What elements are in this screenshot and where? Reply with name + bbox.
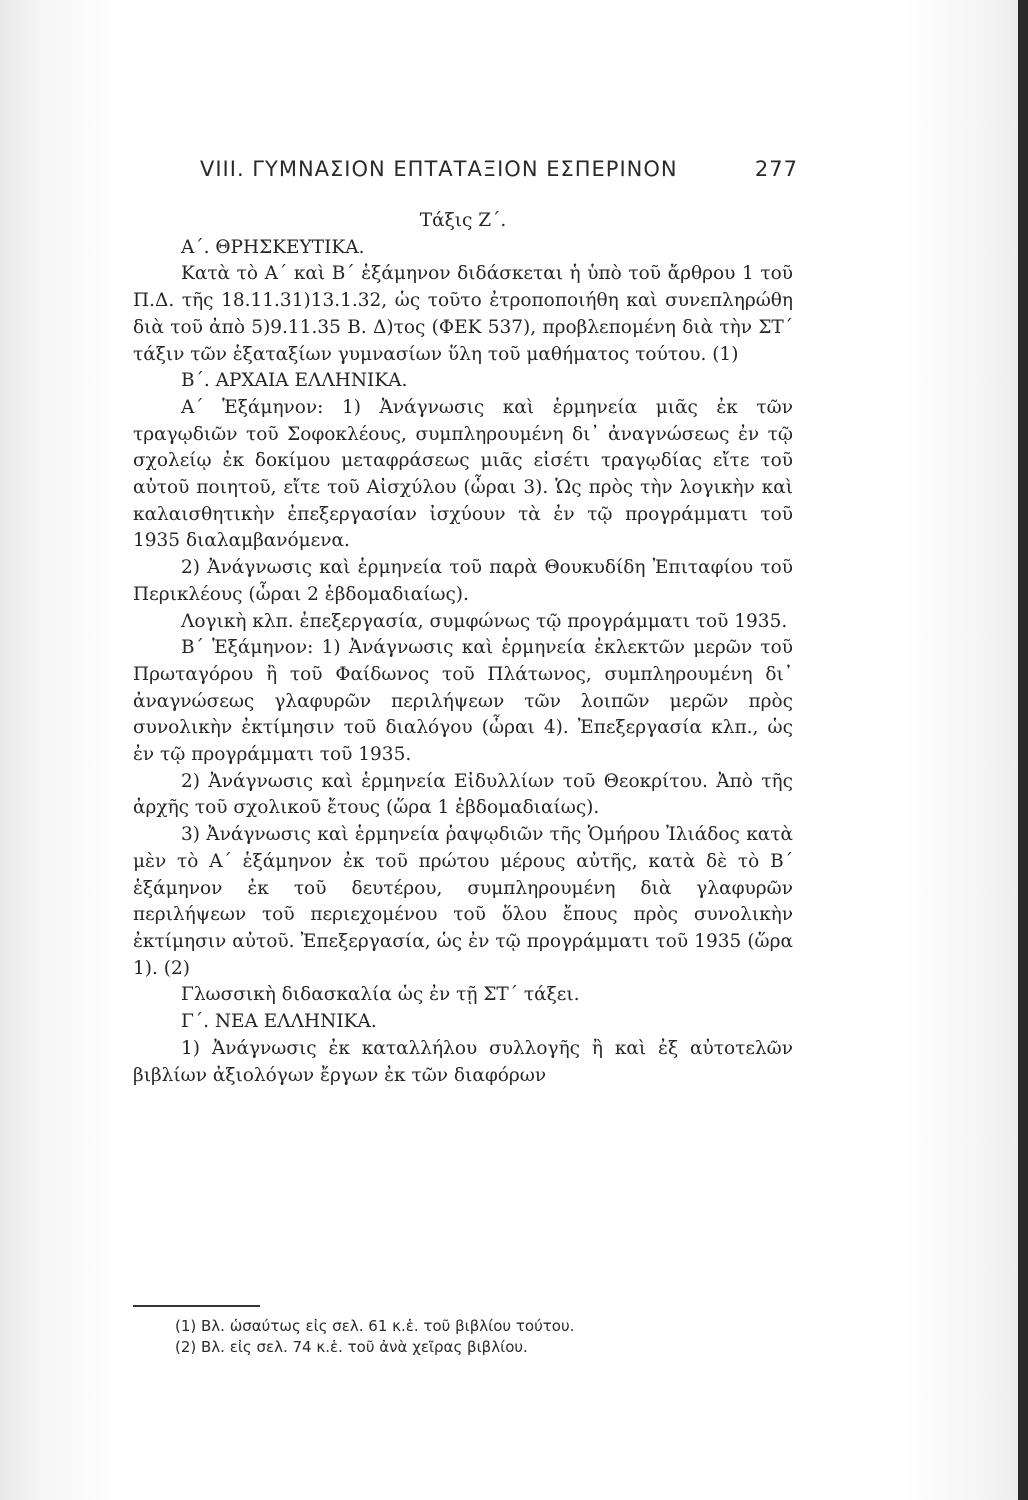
page-number: 277 [754, 157, 798, 181]
section-heading-modern-greek: Γ΄. ΝΕΑ ΕΛΛΗΝΙΚΑ. [181, 1011, 377, 1033]
running-title: VIII. ΓΥΜΝΑΣΙΟΝ ΕΠΤΑΤΑΞΙΟΝ ΕΣΠΕΡΙΝΟΝ [200, 157, 678, 181]
footnote-1: (1) Βλ. ὡσαύτως εἰς σελ. 61 κ.ἑ. τοῦ βιβλίου τούτου. [175, 1317, 575, 1335]
footnotes [175, 1316, 795, 1358]
page-edge-shadow [1018, 0, 1028, 1500]
page-body [133, 208, 793, 1089]
paragraph: Β΄ Ἑξάμηνον: 1) Ἀνάγνωσις καὶ ἑρμηνεία ἐκλεκτῶν μερῶν τοῦ Πρωταγόρου ἢ τοῦ Φαίδωνος τοῦ Πλάτωνος, συμπληρουμένη δι᾽ ἀναγνώσεως γλαφυρῶν περιλήψεων τῶν λοιπῶν μερῶν πρὸς συνολικὴν ἐκτίμησιν τοῦ διαλόγου (ὧραι 4). Ἐπεξεργασία κλπ., ὡς ἐν τῷ προγράμματι τοῦ 1935. [133, 637, 793, 766]
section-heading-religion: Α΄. ΘΡΗΣΚΕΥΤΙΚΑ. [181, 236, 365, 258]
paragraph: Κατὰ τὸ Α΄ καὶ Β΄ ἑξάμηνον διδάσκεται ἡ ὑπὸ τοῦ ἄρθρου 1 τοῦ Π.Δ. τῆς 18.11.31)13.1.32, ὡς τοῦτο ἐτροποποιήθη καὶ συνεπληρώθη διὰ τοῦ ἀπὸ 5)9.11.35 Β. Δ)τος (ΦΕΚ 537), προβλεπομένη διὰ τὴν ΣΤ΄ τάξιν τῶν ἑξαταξίων γυμνασίων ὕλη τοῦ μαθήματος τούτου. (1) [133, 263, 793, 365]
paragraph: 2) Ἀνάγνωσις καὶ ἑρμηνεία τοῦ παρὰ Θουκυδίδη Ἐπιταφίου τοῦ Περικλέους (ὧραι 2 ἑβδομαδιαίως). [133, 557, 793, 605]
paragraph: 2) Ἀνάγνωσις καὶ ἑρμηνεία Εἰδυλλίων τοῦ Θεοκρίτου. Ἀπὸ τῆς ἀρχῆς τοῦ σχολικοῦ ἔτους (ὥρα 1 ἑβδομαδιαίως). [133, 770, 793, 819]
class-heading: Τάξις Ζ΄. [419, 210, 507, 231]
paragraph: Α΄ Ἑξάμηνον: 1) Ἀνάγνωσις καὶ ἑρμηνεία μιᾶς ἐκ τῶν τραγῳδιῶν τοῦ Σοφοκλέους, συμπληρουμένη δι᾽ ἀναγνώσεως ἐν τῷ σχολείῳ ἐκ δοκίμου μεταφράσεως μιᾶς εἰσέτι τραγῳδίας εἴτε τοῦ αὐτοῦ ποιητοῦ, εἴτε τοῦ Αἰσχύλου (ὧραι 3). Ὡς πρὸς τὴν λογικὴν καὶ καλαισθητικὴν ἐπεξεργασίαν ἰσχύουν τὰ ἐν τῷ προγράμματι τοῦ 1935 διαλαμβανόμενα. [133, 396, 793, 552]
paragraph: Λογικὴ κλπ. ἐπεξεργασία, συμφώνως τῷ προγράμματι τοῦ 1935. [181, 610, 788, 632]
paragraph: Γλωσσικὴ διδασκαλία ὡς ἐν τῇ ΣΤ΄ τάξει. [181, 984, 580, 1006]
footnote-2: (2) Βλ. εἰς σελ. 74 κ.ἑ. τοῦ ἀνὰ χεῖρας βιβλίου. [175, 1338, 528, 1356]
section-heading-ancient-greek: Β΄. ΑΡΧΑΙΑ ΕΛΛΗΝΙΚΑ. [181, 370, 408, 392]
paragraph: 1) Ἀνάγνωσις ἐκ καταλλήλου συλλογῆς ἢ καὶ ἐξ αὐτοτελῶν βιβλίων ἀξιολόγων ἔργων ἐκ τῶν διαφόρων [133, 1037, 793, 1086]
paragraph: 3) Ἀνάγνωσις καὶ ἑρμηνεία ῥαψῳδιῶν τῆς Ὁμήρου Ἰλιάδος κατὰ μὲν τὸ Α΄ ἑξάμηνον ἐκ τοῦ πρώτου μέρους αὐτῆς, κατὰ δὲ τὸ Β΄ ἑξάμηνον ἐκ τοῦ δευτέρου, συμπληρουμένη διὰ γλαφυρῶν περιλήψεων τοῦ περιεχομένου τοῦ ὅλου ἔπους πρὸς συνολικὴν ἐκτίμησιν αὐτοῦ. Ἐπεξεργασία, ὡς ἐν τῷ προγράμματι τοῦ 1935 (ὥρα 1). (2) [133, 824, 793, 979]
running-header [200, 157, 798, 181]
footnote-rule [133, 1305, 260, 1307]
